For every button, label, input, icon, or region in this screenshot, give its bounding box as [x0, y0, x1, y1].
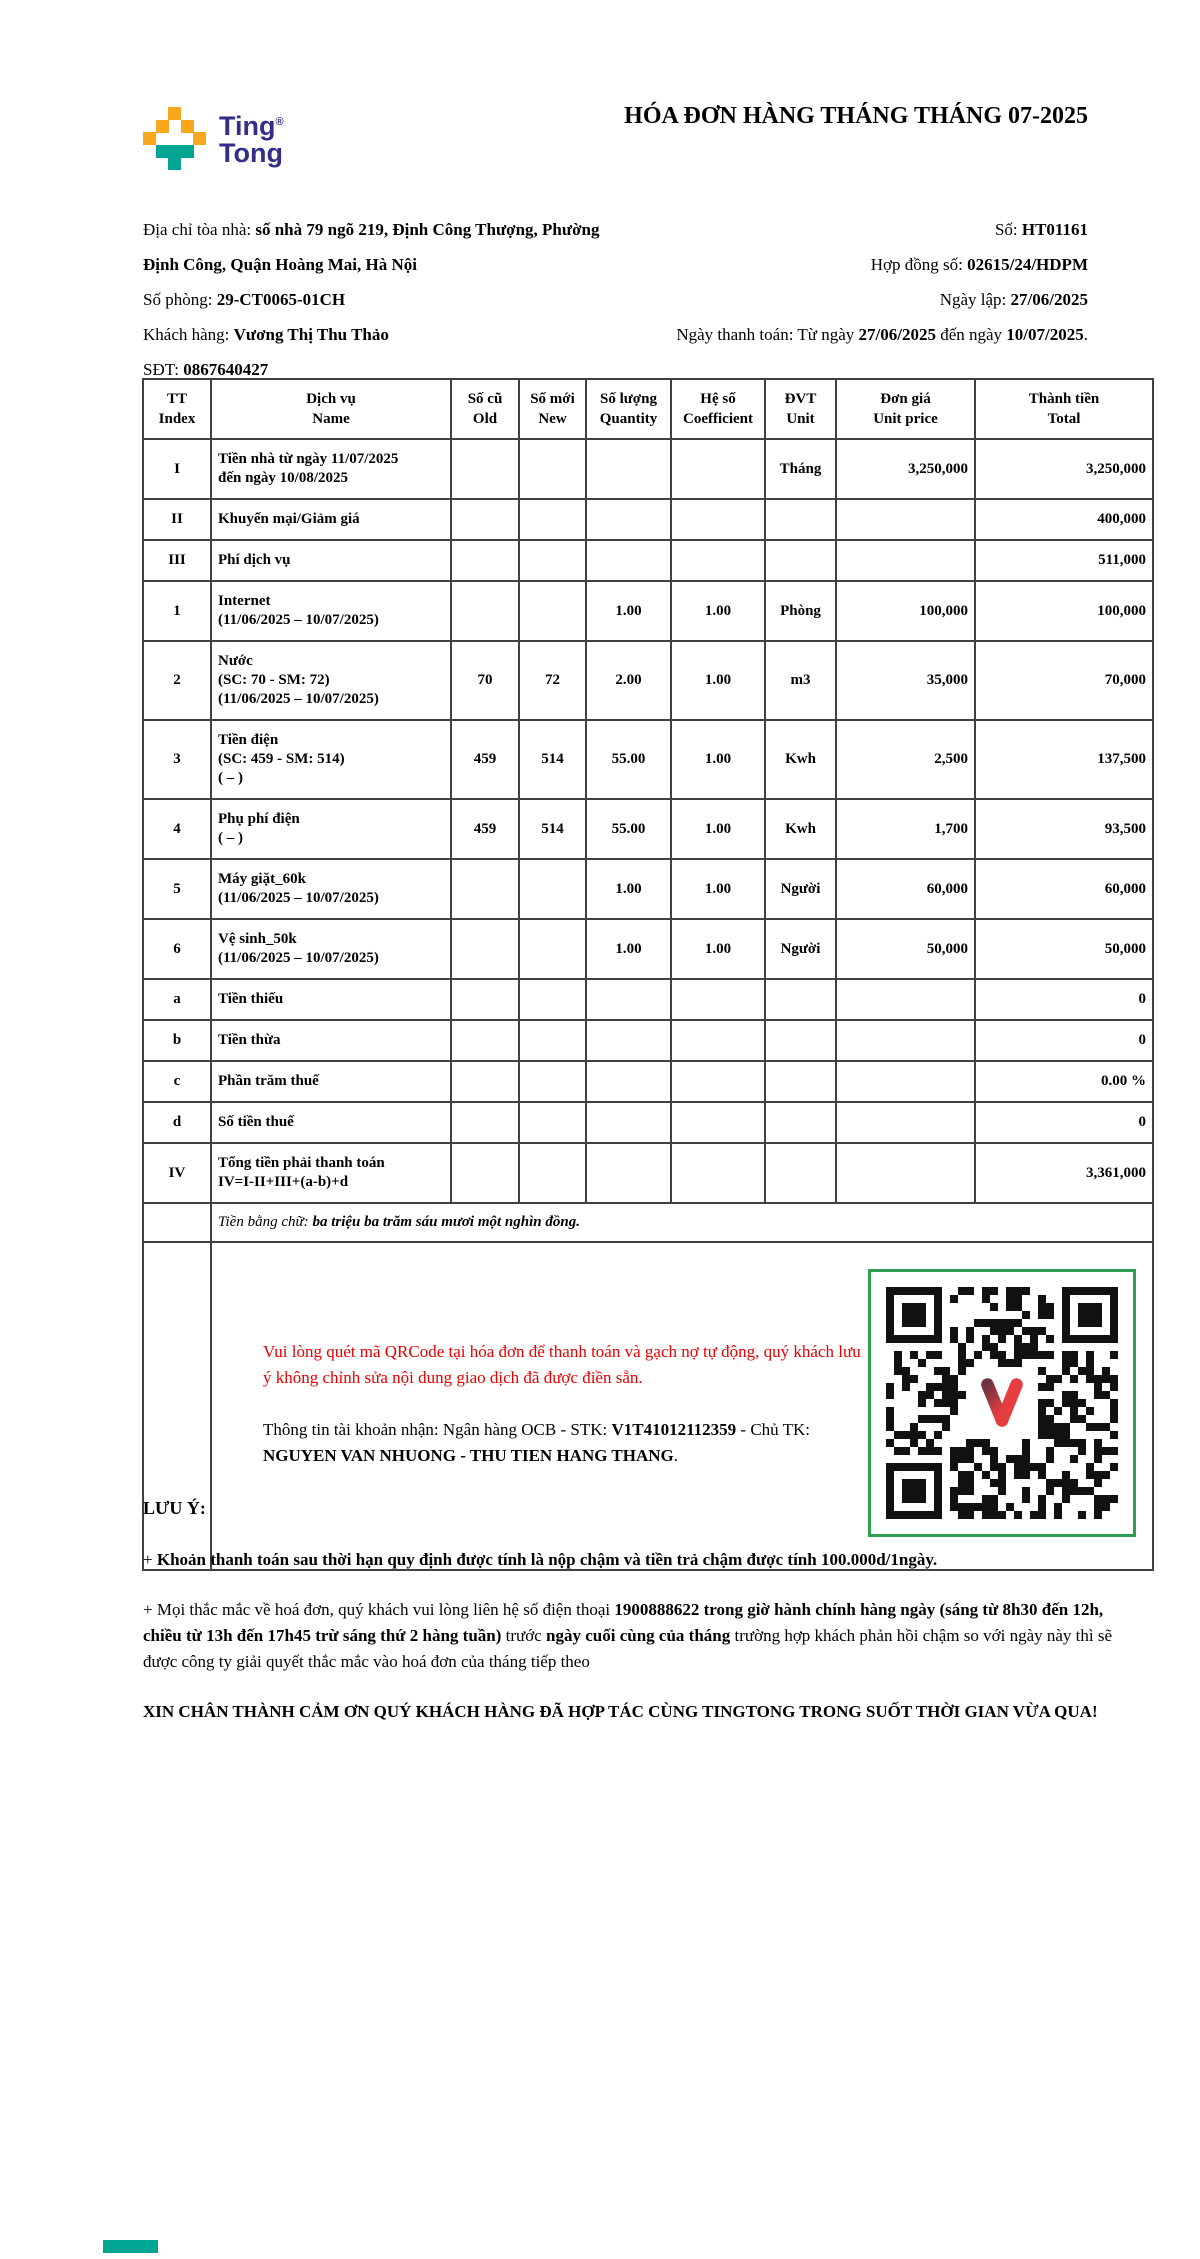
cell-unit-price — [836, 1102, 975, 1143]
account-info-text: NGUYEN VAN NHUONG - THU TIEN HANG THANG — [263, 1446, 674, 1465]
column-header — [765, 379, 836, 439]
cell-service-name — [211, 499, 451, 540]
column-header-en: Unit price — [873, 411, 938, 427]
amount-in-words-value: ba triệu ba trăm sáu mươi một nghìn đồng. — [312, 1214, 580, 1230]
cell-unit: Kwh — [765, 799, 836, 859]
cell-index: II — [143, 499, 211, 540]
cell-service-name — [211, 1143, 451, 1203]
footer-note-text: + — [143, 1550, 157, 1569]
page-title: HÓA ĐƠN HÀNG THÁNG THÁNG 07-2025 — [624, 103, 1088, 129]
cell-unit: Tháng — [765, 439, 836, 499]
cell-unit-price — [836, 1020, 975, 1061]
invoice-meta-line-text: 27/06/2025 — [858, 325, 936, 344]
service-name-line: (11/06/2025 – 10/07/2025) — [218, 950, 379, 966]
thank-you-text: XIN CHÂN THÀNH CẢM ƠN QUÝ KHÁCH HÀNG ĐÃ HỢP TÁC CÙNG TINGTONG TRONG SUỐT THỜI GIAN VỪA QUA! — [143, 1702, 1098, 1721]
cell-unit-price — [836, 1061, 975, 1102]
cell-total: 0 — [975, 1102, 1153, 1143]
cell-old — [451, 540, 519, 581]
cell-old — [451, 1102, 519, 1143]
cell-coefficient — [671, 439, 765, 499]
column-header-vi: Đơn giá — [880, 391, 931, 407]
service-name-line: Phần trăm thuế — [218, 1073, 319, 1089]
column-header — [836, 379, 975, 439]
cell-unit-price — [836, 499, 975, 540]
invoice-meta-line — [623, 247, 1088, 282]
service-name-line: ( – ) — [218, 830, 243, 846]
cell-coefficient — [671, 1143, 765, 1203]
column-header — [211, 379, 451, 439]
tingtong-logo — [143, 95, 284, 181]
account-info — [263, 1417, 868, 1469]
cell-quantity — [586, 1061, 671, 1102]
table-row — [143, 1143, 1153, 1203]
service-name-line: Máy giặt_60k — [218, 871, 306, 887]
logo-pixel-teal — [156, 145, 169, 158]
account-info-text: V1T41012112359 — [611, 1420, 737, 1439]
cell-unit-price: 50,000 — [836, 919, 975, 979]
service-name-line: (11/06/2025 – 10/07/2025) — [218, 890, 379, 906]
invoice-meta-line-text: 27/06/2025 — [1010, 290, 1088, 309]
footer-note-text: ngày cuối cùng của tháng — [546, 1626, 731, 1645]
customer-info — [143, 212, 623, 387]
service-name-line: (SC: 70 - SM: 72) — [218, 672, 330, 688]
cell-coefficient: 1.00 — [671, 859, 765, 919]
column-header-en: New — [538, 411, 567, 427]
column-header — [143, 379, 211, 439]
brand-line2: Tong — [219, 138, 283, 168]
cell-old: 459 — [451, 799, 519, 859]
footer-note — [143, 1597, 1118, 1675]
cell-new — [519, 439, 586, 499]
cell-unit: Kwh — [765, 720, 836, 799]
service-name-line: (11/06/2025 – 10/07/2025) — [218, 612, 379, 628]
building-address-line-text: 0867640427 — [183, 360, 269, 379]
cell-service-name — [211, 859, 451, 919]
table-row — [143, 720, 1153, 799]
invoice-meta-line-text: . — [1083, 325, 1088, 344]
cell-total: 400,000 — [975, 499, 1153, 540]
table-row — [143, 799, 1153, 859]
cell-quantity — [586, 439, 671, 499]
cell-quantity: 55.00 — [586, 720, 671, 799]
cell-coefficient — [671, 979, 765, 1020]
service-name-line: IV=I-II+III+(a-b)+d — [218, 1174, 349, 1190]
table-row — [143, 1061, 1153, 1102]
cell-coefficient — [671, 1061, 765, 1102]
cell-unit-price — [836, 1143, 975, 1203]
invoice-header — [143, 95, 1088, 181]
cell-total: 70,000 — [975, 641, 1153, 720]
cell-service-name — [211, 720, 451, 799]
account-info-text: Thông tin tài khoản nhận: Ngân hàng OCB - STK: — [263, 1420, 612, 1439]
cell-new — [519, 1020, 586, 1061]
building-address-line-text: Số phòng: — [143, 290, 217, 309]
cell-unit — [765, 1102, 836, 1143]
cell-old — [451, 499, 519, 540]
cell-unit: Phòng — [765, 581, 836, 641]
cell-service-name — [211, 439, 451, 499]
notes-list — [143, 1547, 1118, 1675]
invoice-meta-line — [623, 317, 1088, 352]
cell-old — [451, 1061, 519, 1102]
invoice-meta-line-text: Ngày thanh toán: Từ ngày — [676, 325, 859, 344]
column-header — [586, 379, 671, 439]
column-header-vi: Dịch vụ — [306, 391, 356, 407]
cell-new: 72 — [519, 641, 586, 720]
column-header-vi: Thành tiền — [1028, 391, 1100, 407]
cell-total: 0.00 % — [975, 1061, 1153, 1102]
cell-unit — [765, 499, 836, 540]
cell-new — [519, 1061, 586, 1102]
building-address-line — [143, 212, 623, 282]
invoice-meta-line-text: HT01161 — [1021, 220, 1088, 239]
cell-unit — [765, 979, 836, 1020]
column-header — [519, 379, 586, 439]
footer-note-text: Khoản thanh toán sau thời hạn quy định được tính là nộp chậm và tiền trả chậm được tính 100.000d/1ngày. — [156, 1550, 938, 1569]
logo-pixel-teal — [181, 145, 194, 158]
cell-quantity: 1.00 — [586, 581, 671, 641]
vietqr-v-logo — [969, 1370, 1035, 1436]
cell-old — [451, 859, 519, 919]
building-address-line-text: SĐT: — [143, 360, 184, 379]
cell-unit: Người — [765, 919, 836, 979]
cell-index: 2 — [143, 641, 211, 720]
cell-coefficient: 1.00 — [671, 581, 765, 641]
cell-quantity: 1.00 — [586, 859, 671, 919]
cell-unit — [765, 1020, 836, 1061]
cell-coefficient: 1.00 — [671, 720, 765, 799]
tingtong-logo-icon — [143, 107, 205, 181]
cell-total: 511,000 — [975, 540, 1153, 581]
cell-quantity: 55.00 — [586, 799, 671, 859]
cell-unit-price: 100,000 — [836, 581, 975, 641]
cell-new — [519, 1143, 586, 1203]
cell-new — [519, 540, 586, 581]
cell-new — [519, 499, 586, 540]
cell-index: b — [143, 1020, 211, 1061]
invoice-meta-line — [623, 282, 1088, 317]
cell-service-name — [211, 919, 451, 979]
column-header-en: Unit — [786, 411, 815, 427]
service-name-line: Phụ phí điện — [218, 811, 300, 827]
cell-index: 5 — [143, 859, 211, 919]
logo-pixel-orange — [168, 107, 181, 120]
cell-quantity — [586, 979, 671, 1020]
logo-pixel-teal — [168, 157, 181, 170]
cell-new: 514 — [519, 720, 586, 799]
cell-unit: m3 — [765, 641, 836, 720]
cell-total: 50,000 — [975, 919, 1153, 979]
building-address-line-text: Vương Thị Thu Thảo — [233, 325, 389, 344]
cell-index — [143, 1203, 211, 1242]
logo-pixel-orange — [156, 120, 169, 133]
cell-index: III — [143, 540, 211, 581]
cell-old — [451, 979, 519, 1020]
cell-old — [451, 439, 519, 499]
footer-note-text: trường hợp khách phản hồi chậm so với ngày này thì sẽ được công ty giải quyết thắc mắc vào hoá đơn của tháng tiếp theo — [143, 1626, 1113, 1671]
cell-coefficient — [671, 540, 765, 581]
footer-note — [143, 1547, 1118, 1573]
qr-instructions — [263, 1267, 868, 1495]
cell-unit-price: 3,250,000 — [836, 439, 975, 499]
building-address-line-text: Địa chỉ tòa nhà: — [143, 220, 256, 239]
invoice-meta-line-text: Số: — [994, 220, 1022, 239]
cell-total: 93,500 — [975, 799, 1153, 859]
table-row — [143, 919, 1153, 979]
cell-new — [519, 919, 586, 979]
cell-unit-price: 2,500 — [836, 720, 975, 799]
cell-unit: Người — [765, 859, 836, 919]
cell-quantity — [586, 1143, 671, 1203]
invoice-meta-line-text: Ngày lập: — [939, 290, 1011, 309]
cell-unit-price — [836, 540, 975, 581]
cell-coefficient — [671, 1020, 765, 1061]
cell-service-name — [211, 799, 451, 859]
column-header-vi: Số lượng — [600, 391, 657, 407]
building-address-line-text: Khách hàng: — [143, 325, 234, 344]
column-header-vi: Số cũ — [467, 391, 503, 407]
table-row — [143, 1020, 1153, 1061]
cell-coefficient — [671, 1102, 765, 1143]
service-name-line: Phí dịch vụ — [218, 552, 291, 568]
invoice-meta-line-text: đến ngày — [935, 325, 1007, 344]
cell-coefficient — [671, 499, 765, 540]
service-name-line: đến ngày 10/08/2025 — [218, 470, 349, 486]
cell-index: a — [143, 979, 211, 1020]
cell-quantity: 1.00 — [586, 919, 671, 979]
cell-service-name — [211, 641, 451, 720]
cell-index: c — [143, 1061, 211, 1102]
column-header-en: Old — [472, 411, 498, 427]
building-address-line-text: số nhà 79 ngõ 219, Định Công Thượng, Phường Định Công, Quận Hoàng Mai, Hà Nội — [143, 220, 600, 274]
registered-mark: ® — [275, 116, 284, 128]
cell-unit — [765, 1061, 836, 1102]
amount-in-words-label: Tiền bằng chữ: — [218, 1214, 313, 1230]
logo-pixel-teal — [168, 145, 181, 158]
table-row — [143, 499, 1153, 540]
cell-new — [519, 859, 586, 919]
table-row — [143, 581, 1153, 641]
service-name-line: Tiền thiếu — [218, 991, 284, 1007]
cell-quantity — [586, 499, 671, 540]
amount-in-words-row — [143, 1203, 1153, 1242]
cell-index: 1 — [143, 581, 211, 641]
service-name-line: Vệ sinh_50k — [218, 931, 297, 947]
column-header-en: Total — [1047, 411, 1081, 427]
cell-service-name — [211, 1020, 451, 1061]
table-row — [143, 439, 1153, 499]
column-header-vi: ĐVT — [784, 391, 817, 407]
cell-unit — [765, 540, 836, 581]
cell-service-name — [211, 1102, 451, 1143]
logo-pixel-orange — [143, 132, 156, 145]
service-name-line: Tiền thừa — [218, 1032, 281, 1048]
table-row — [143, 1102, 1153, 1143]
building-address-line — [143, 282, 623, 317]
table-row — [143, 540, 1153, 581]
page-bottom-accent — [103, 2240, 158, 2253]
column-header — [975, 379, 1153, 439]
column-header-en: Coefficient — [683, 411, 753, 427]
cell-unit-price: 60,000 — [836, 859, 975, 919]
cell-service-name — [211, 540, 451, 581]
table-row — [143, 979, 1153, 1020]
cell-index: I — [143, 439, 211, 499]
cell-old — [451, 1020, 519, 1061]
logo-pixel-orange — [181, 120, 194, 133]
service-name-line: (11/06/2025 – 10/07/2025) — [218, 691, 379, 707]
cell-old — [451, 581, 519, 641]
cell-service-name — [211, 1061, 451, 1102]
cell-total: 3,250,000 — [975, 439, 1153, 499]
cell-unit-price: 35,000 — [836, 641, 975, 720]
cell-total: 137,500 — [975, 720, 1153, 799]
cell-new: 514 — [519, 799, 586, 859]
cell-service-name — [211, 979, 451, 1020]
qr-red-note: Vui lòng quét mã QRCode tại hóa đơn để thanh toán và gạch nợ tự động, quý khách lưu ý không chỉnh sửa nội dung giao dịch đã được điền sẵn. — [263, 1342, 861, 1387]
cell-quantity — [586, 1102, 671, 1143]
cell-new — [519, 979, 586, 1020]
cell-old: 70 — [451, 641, 519, 720]
service-name-line: (SC: 459 - SM: 514) — [218, 751, 345, 767]
account-info-text: . — [673, 1446, 678, 1465]
footer-note-text: trước — [501, 1626, 547, 1645]
invoice-meta-line-text: Hợp đồng số: — [870, 255, 968, 274]
notes-heading: LƯU Ý: — [143, 1498, 206, 1518]
column-header-vi: Số mới — [530, 391, 575, 407]
cell-index: 3 — [143, 720, 211, 799]
column-header-en: Index — [158, 411, 196, 427]
cell-quantity — [586, 540, 671, 581]
brand-line1: Ting — [219, 111, 276, 141]
invoice-meta — [623, 212, 1088, 387]
charges-table — [142, 378, 1154, 1571]
service-name-line: Tiền nhà từ ngày 11/07/2025 — [218, 451, 399, 467]
cell-unit-price: 1,700 — [836, 799, 975, 859]
tingtong-logo-text — [219, 109, 284, 167]
cell-service-name — [211, 581, 451, 641]
cell-index: d — [143, 1102, 211, 1143]
cell-new — [519, 581, 586, 641]
column-header-vi: TT — [166, 391, 187, 407]
column-header-en: Quantity — [599, 411, 658, 427]
building-address-line-text: 29-CT0065-01CH — [216, 290, 346, 309]
cell-new — [519, 1102, 586, 1143]
cell-coefficient: 1.00 — [671, 919, 765, 979]
service-name-line: Khuyến mại/Giảm giá — [218, 511, 360, 527]
cell-quantity — [586, 1020, 671, 1061]
service-name-line: Internet — [218, 593, 271, 609]
invoice-footer — [143, 1495, 1118, 1742]
building-address-line — [143, 317, 623, 352]
table-row — [143, 859, 1153, 919]
service-name-line: Tiền điện — [218, 732, 279, 748]
cell-coefficient: 1.00 — [671, 641, 765, 720]
column-header — [671, 379, 765, 439]
column-header — [451, 379, 519, 439]
cell-unit — [765, 1143, 836, 1203]
table-row — [143, 641, 1153, 720]
cell-total: 3,361,000 — [975, 1143, 1153, 1203]
footer-note-text: + Mọi thắc mắc về hoá đơn, quý khách vui lòng liên hệ số điện thoại — [143, 1600, 615, 1619]
account-info-text: - Chủ TK: — [736, 1420, 810, 1439]
service-name-line: Tổng tiền phải thanh toán — [218, 1155, 385, 1171]
service-name-line: Nước — [218, 653, 253, 669]
footer-note-text: 1900888622 trong giờ hành chính hàng ngày (sáng từ 8h30 đến 12h, chiều từ 13h đến 17h45 trừ sáng thứ 2 hàng tuần) — [143, 1600, 1104, 1645]
cell-index: IV — [143, 1143, 211, 1203]
column-header-en: Name — [312, 411, 350, 427]
cell-index: 4 — [143, 799, 211, 859]
cell-old: 459 — [451, 720, 519, 799]
cell-total: 0 — [975, 979, 1153, 1020]
invoice-info — [143, 212, 1088, 387]
cell-index: 6 — [143, 919, 211, 979]
invoice-meta-line-text: 02615/24/HDPM — [967, 255, 1088, 274]
service-name-line: ( – ) — [218, 770, 243, 786]
column-header-vi: Hệ số — [700, 391, 736, 407]
charges-table-head — [143, 379, 1153, 439]
amount-in-words — [211, 1203, 1153, 1242]
cell-old — [451, 919, 519, 979]
cell-unit-price — [836, 979, 975, 1020]
header-row — [143, 379, 1153, 439]
invoice-meta-line-text: 10/07/2025 — [1006, 325, 1084, 344]
charges-table-body — [143, 439, 1153, 1570]
cell-old — [451, 1143, 519, 1203]
cell-coefficient: 1.00 — [671, 799, 765, 859]
logo-pixel-orange — [193, 132, 206, 145]
cell-total: 0 — [975, 1020, 1153, 1061]
cell-quantity: 2.00 — [586, 641, 671, 720]
invoice-meta-line — [623, 212, 1088, 247]
cell-total: 60,000 — [975, 859, 1153, 919]
cell-total: 100,000 — [975, 581, 1153, 641]
service-name-line: Số tiền thuế — [218, 1114, 294, 1130]
